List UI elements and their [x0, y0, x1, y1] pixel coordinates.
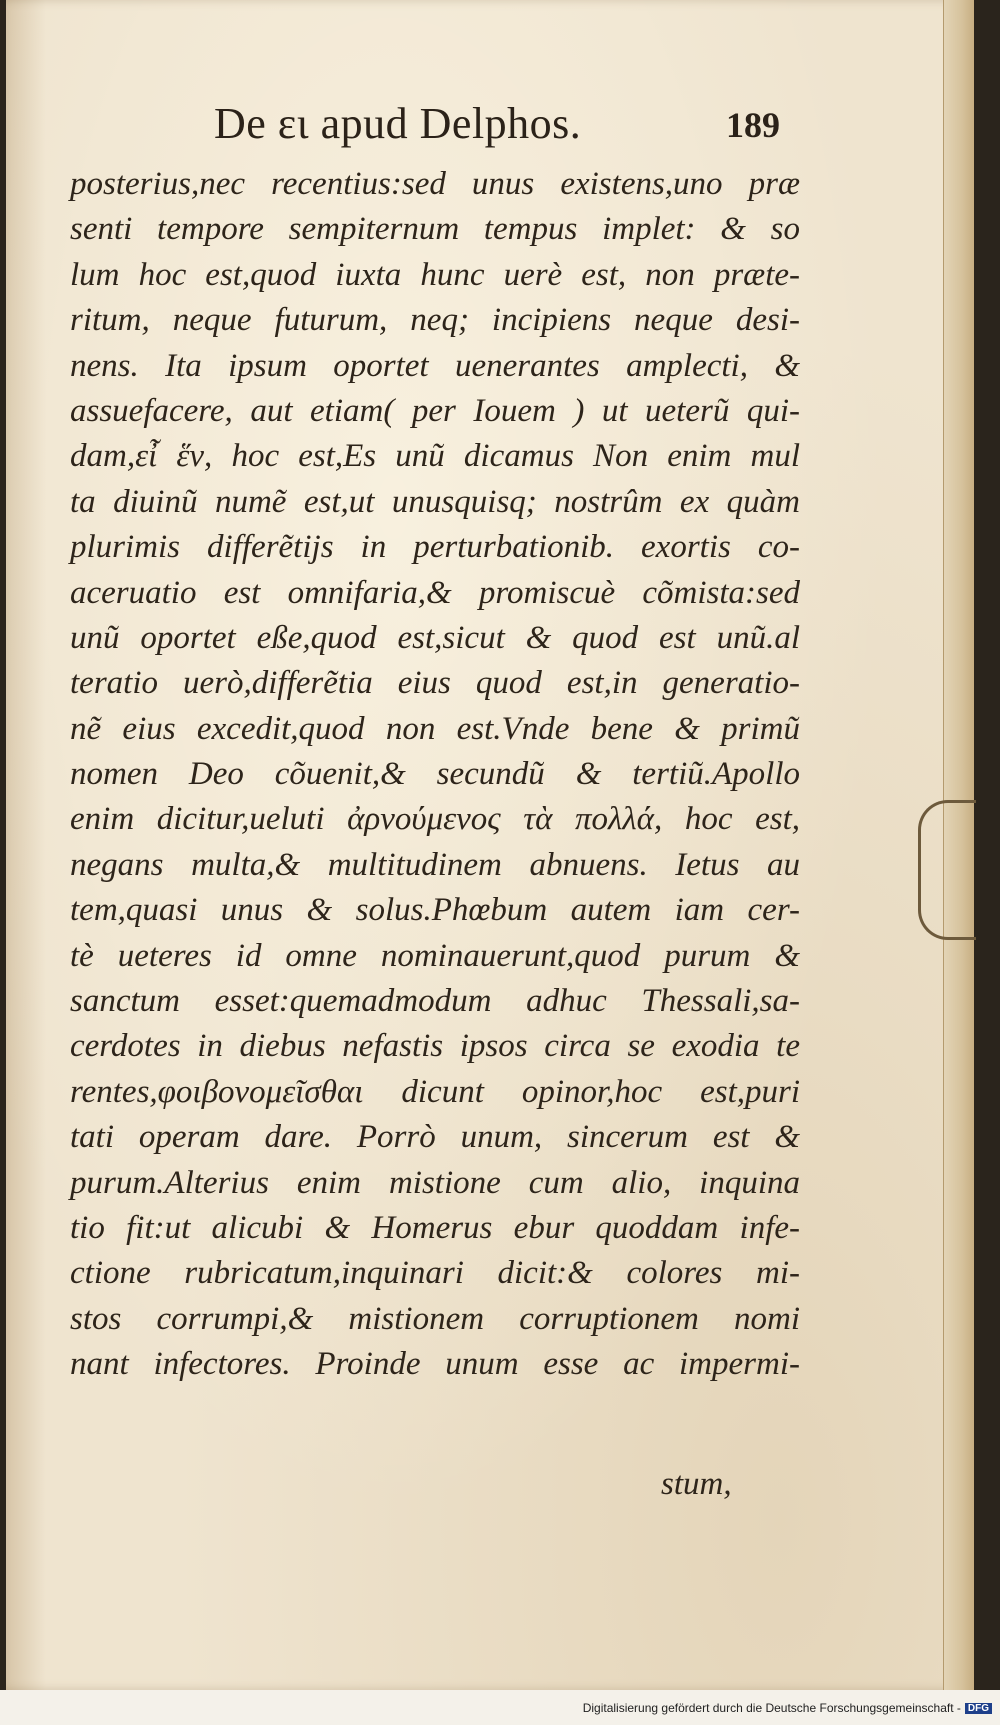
text-line: unũ oportet eße,quod est,sicut & quod est unũ.al: [70, 619, 800, 656]
text-line: aceruatio est omnifaria,& promiscuè cõmista:sed: [70, 574, 800, 611]
text-line: rentes,φοιβονομεῖσθαι dicunt opinor,hoc est,puri: [70, 1073, 800, 1110]
book-page: [6, 0, 974, 1690]
text-line: tem,quasi unus & solus.Phœbum autem iam cer-: [70, 892, 800, 929]
digitization-credit: [583, 1701, 992, 1715]
text-line: senti tempore sempiternum tempus implet: & so: [70, 211, 800, 248]
text-line: negans multa,& multitudinem abnuens. Ietus au: [70, 846, 800, 883]
text-line: dam,εἶ ἕν, hoc est,Es unũ dicamus Non enim mul: [70, 438, 800, 475]
text-line: assuefacere, aut etiam( per Iouem ) ut ueterũ qui-: [70, 392, 800, 429]
text-line: cerdotes in diebus nefastis ipsos circa se exodia te: [70, 1028, 800, 1065]
text-line: sanctum esset:quemadmodum adhuc Thessali,sa-: [70, 983, 800, 1020]
page-number: 189: [726, 105, 780, 145]
text-line: plurimis differẽtijs in perturbationib. exortis co-: [70, 529, 800, 566]
text-line: lum hoc est,quod iuxta hunc uerè est, non præte-: [70, 256, 800, 293]
text-line: tè ueteres id omne nominauerunt,quod purum &: [70, 937, 800, 974]
body-text: [70, 162, 800, 1388]
text-line: enim dicitur,ueluti ἀρνούμενος τὰ πολλά, hoc est,: [70, 801, 800, 838]
page-header: [6, 98, 974, 158]
running-head: De ει apud Delphos.: [214, 99, 582, 148]
text-line: teratio uerò,differẽtia eius quod est,in generatio-: [70, 665, 800, 702]
text-line: tio fit:ut alicubi & Homerus ebur quoddam infe-: [70, 1209, 800, 1246]
text-line: posterius,nec recentius:sed unus existens,uno præ: [70, 166, 800, 202]
dfg-logo: DFG: [965, 1703, 992, 1714]
credit-text: Digitalisierung gefördert durch die Deutsche Forschungsgemeinschaft -: [582, 1701, 961, 1715]
text-line: ctione rubricatum,inquinari dicit:& colores mi-: [70, 1255, 800, 1292]
text-line: nant infectores. Proinde unum esse ac impermi-: [70, 1346, 800, 1383]
text-line: purum.Alterius enim mistione cum alio, inquina: [70, 1164, 800, 1201]
text-line: tati operam dare. Porrò unum, sincerum est &: [70, 1119, 800, 1156]
text-line: stos corrumpi,& mistionem corruptionem nomi: [70, 1300, 800, 1337]
text-line: ritum, neque futurum, neq; incipiens neque desi-: [70, 302, 800, 339]
text-line: nens. Ita ipsum oportet uenerantes amplecti, &: [70, 347, 800, 384]
text-line: ta diuinũ numẽ est,ut unusquisq; nostrûm ex quàm: [70, 483, 800, 520]
text-line: nomen Deo cõuenit,& secundũ & tertiũ.Apollo: [70, 756, 800, 793]
catchword: stum,: [661, 1466, 732, 1502]
text-line: nẽ eius excedit,quod non est.Vnde bene & primũ: [70, 710, 800, 747]
page-tab-marker: [918, 800, 976, 940]
